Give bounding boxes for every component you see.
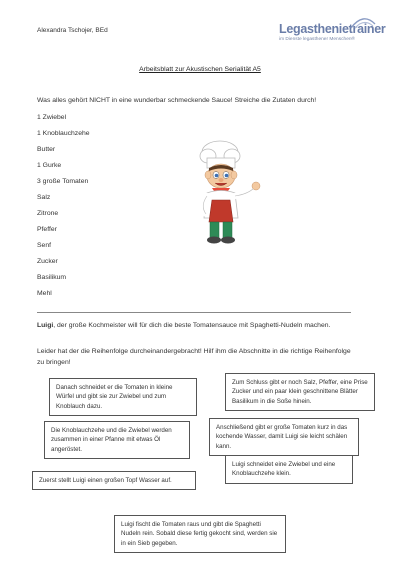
ingredient-item[interactable]: 1 Zwiebel (37, 114, 67, 121)
logo-arc-icon (349, 16, 377, 30)
author-name: Alexandra Tschojer, BEd (37, 27, 108, 34)
recipe-step-card[interactable]: Zuerst stellt Luigi einen großen Topf Wasser auf. (32, 471, 196, 490)
ingredient-item[interactable]: Pfeffer (37, 226, 57, 233)
recipe-step-card[interactable]: Zum Schluss gibt er noch Salz, Pfeffer, eine Prise Zucker und ein paar klein geschnittene Blätter Basilikum in die Soße hinein. (225, 373, 375, 411)
recipe-step-card[interactable]: Danach schneidet er die Tomaten in kleine Würfel und gibt sie zur Zwiebel und zum Knoblauch dazu. (49, 378, 197, 416)
story-paragraph-2: Leider hat der die Reihenfolge durcheinandergebracht! Hilf ihm die Abschnitte in die richtige Reihenfolge zu bringen! (37, 348, 351, 366)
ingredient-item[interactable]: 1 Gurke (37, 162, 62, 169)
worksheet-title: Arbeitsblatt zur Akustischen Serialität A5 (139, 66, 261, 73)
ingredient-item[interactable]: Butter (37, 146, 56, 153)
ingredient-item[interactable]: Zitrone (37, 210, 59, 217)
legasthenietrainer-logo (279, 22, 386, 42)
recipe-step-card[interactable]: Luigi schneidet eine Zwiebel und eine Knoblauchzehe klein. (225, 455, 353, 484)
ingredient-item[interactable]: Mehl (37, 290, 52, 297)
ingredient-item[interactable]: Senf (37, 242, 51, 249)
ingredient-item[interactable]: Zucker (37, 258, 58, 265)
story-paragraph-1: Luigi, der große Kochmeister will für dich die beste Tomatensauce mit Spaghetti-Nudeln machen. (37, 322, 331, 329)
recipe-step-card[interactable]: Anschließend gibt er große Tomaten kurz in das kochende Wasser, damit Luigi sie leicht schälen kann. (209, 418, 359, 456)
ingredient-item[interactable]: Salz (37, 194, 51, 201)
logo-tagline: im Dienste legasthener Menschen® (279, 37, 356, 42)
worksheet-instruction: Was alles gehört NICHT in eine wunderbar schmeckende Sauce! Streiche die Zutaten durch! (37, 97, 317, 104)
ingredient-item[interactable]: 1 Knoblauchzehe (37, 130, 90, 137)
recipe-step-card[interactable]: Die Knoblauchzehe und die Zwiebel werden zusammen in einer Pfanne mit etwas Öl angeröstet. (44, 421, 190, 459)
recipe-step-card[interactable]: Luigi fischt die Tomaten raus und gibt die Spaghetti Nudeln rein. Sobald diese fertig gekocht sind, werden sie in ein Sieb gegeben. (114, 515, 286, 553)
logo-wordmark: Legasthenietrainer (279, 22, 386, 36)
section-divider (37, 312, 351, 313)
chef-name: Luigi (37, 322, 54, 329)
ingredient-item[interactable]: 3 große Tomaten (37, 178, 89, 185)
chef-luigi-illustration (192, 138, 272, 248)
ingredient-item[interactable]: Basilikum (37, 274, 67, 281)
